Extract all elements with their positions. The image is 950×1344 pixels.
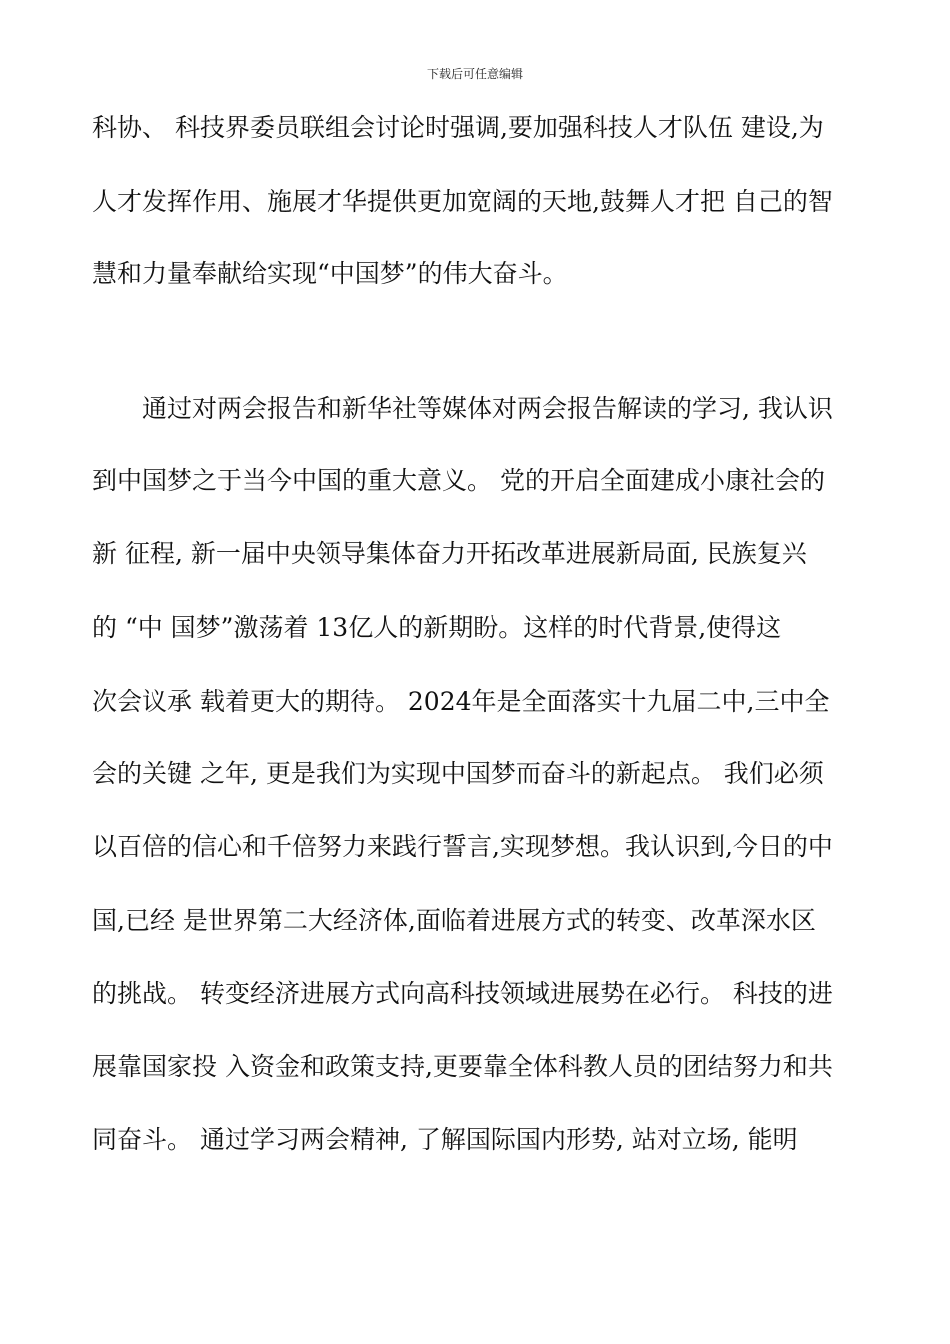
paragraph-line: 次会议承 载着更大的期待。 2024年是全面落实十九届二中,三中全 <box>92 687 830 716</box>
paragraph-line: 展靠国家投 入资金和政策支持,更要靠全体科教人员的团结努力和共 <box>92 1052 833 1081</box>
paragraph-line: 的挑战。 转变经济进展方式向高科技领域进展势在必行。 科技的进 <box>92 979 833 1008</box>
paragraph-line: 国,已经 是世界第二大经济体,面临着进展方式的转变、改革深水区 <box>92 906 816 935</box>
paragraph-line: 到中国梦之于当今中国的重大意义。 党的开启全面建成小康社会的 <box>92 466 825 495</box>
paragraph-line: 慧和力量奉献给实现“中国梦”的伟大奋斗。 <box>92 259 568 288</box>
paragraph-line: 通过对两会报告和新华社等媒体对两会报告解读的学习, 我认识 <box>92 394 833 423</box>
header-note: 下载后可任意编辑 <box>426 67 523 81</box>
paragraph-line: 的 “中 国梦”激荡着 13亿人的新期盼。这样的时代背景,使得这 <box>92 613 782 642</box>
paragraph-line: 同奋斗。 通过学习两会精神, 了解国际国内形势, 站对立场, 能明 <box>92 1125 798 1154</box>
paragraph-line: 新 征程, 新一届中央领导集体奋力开拓改革进展新局面, 民族复兴 <box>92 539 807 568</box>
paragraph-line: 人才发挥作用、施展才华提供更加宽阔的天地,鼓舞人才把 自己的智 <box>92 187 833 216</box>
paragraph-line: 会的关键 之年, 更是我们为实现中国梦而奋斗的新起点。 我们必须 <box>92 759 824 788</box>
paragraph-line: 科协、 科技界委员联组会讨论时强调,要加强科技人才队伍 建设,为 <box>92 113 824 142</box>
paragraph-line: 以百倍的信心和千倍努力来践行誓言,实现梦想。我认识到,今日的中 <box>92 832 833 861</box>
